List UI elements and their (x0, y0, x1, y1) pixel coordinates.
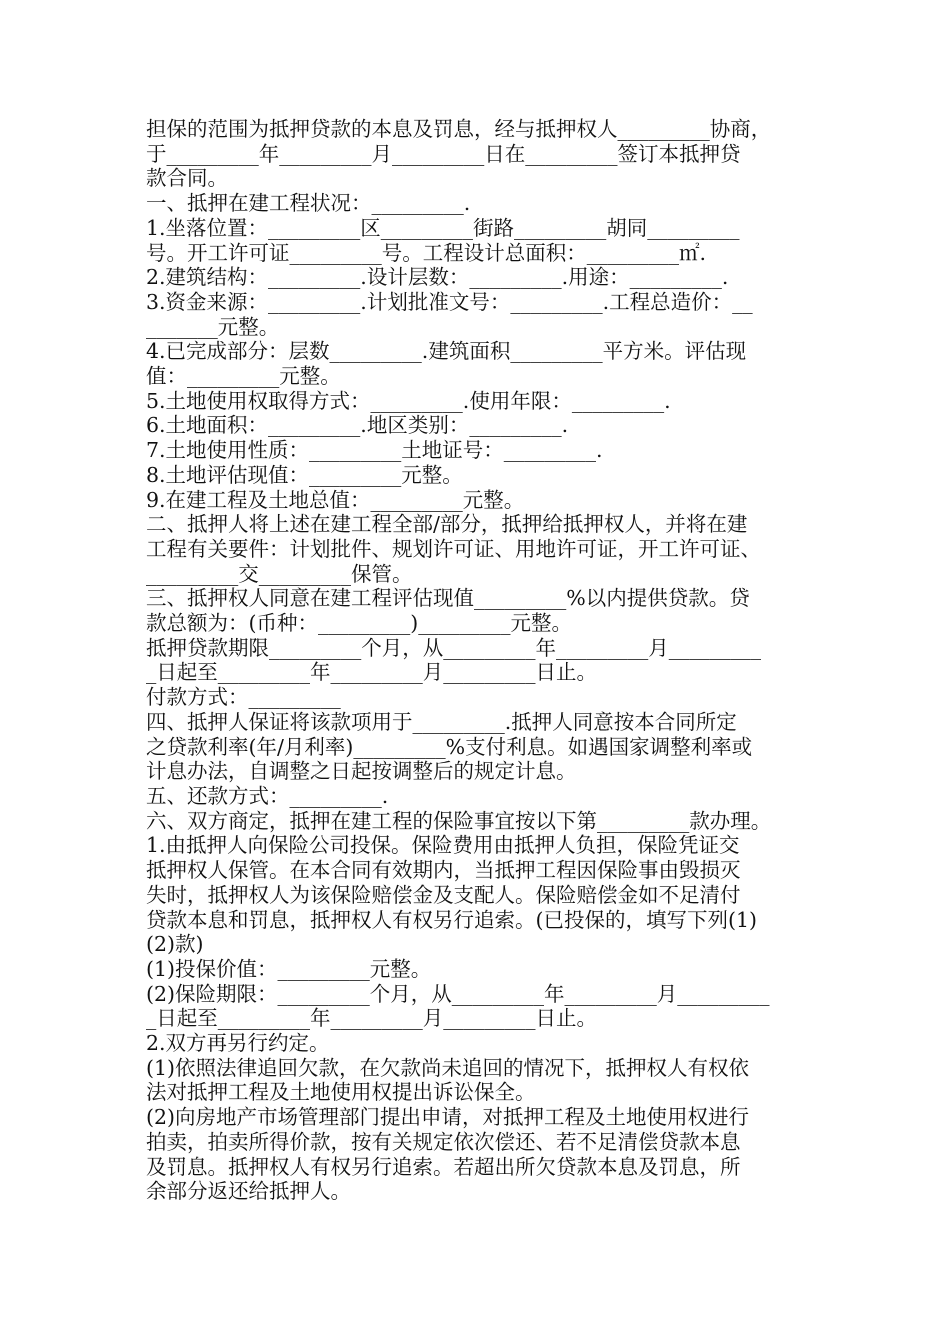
section-heading: 四、抵押人保证将该款项用于_________.抵押人同意按本合同所定 (146, 709, 737, 734)
text-line: 3.资金来源：_________.计划批准文号：_________.工程总造价：__ (146, 289, 753, 314)
text-line: 2.建筑结构：_________.设计层数：_________.用途：_________. (146, 265, 729, 290)
text-line: 失时，抵押权人为该保险赔偿金及支配人。保险赔偿金如不足清付 (146, 882, 741, 907)
text-line: 于_________年_________月_________日在_________签订本抵押贷 (146, 141, 741, 166)
section-heading: 二、抵押人将上述在建工程全部/部分，抵押给抵押权人，并将在建 (146, 512, 748, 537)
text-line: 6.土地面积：_________.地区类别：_________. (146, 413, 569, 438)
section-heading: 五、还款方式：_________. (146, 783, 389, 808)
text-line: (2)向房地产市场管理部门提出申请，对抵押工程及土地使用权进行 (146, 1105, 750, 1130)
text-line: 1.由抵押人向保险公司投保。保险费用由抵押人负担，保险凭证交 (146, 833, 740, 858)
text-line: 7.土地使用性质：_________土地证号：_________. (146, 438, 603, 463)
text-line: 之贷款利率(年/月利率)_________%支付利息。如遇国家调整利率或 (146, 734, 753, 759)
text-line: 4.已完成部分：层数_________.建筑面积_________平方米。评估现 (146, 339, 747, 364)
text-line: 担保的范围为抵押贷款的本息及罚息，经与抵押权人_________协商， (146, 117, 772, 141)
text-line: 5.土地使用权取得方式：_________.使用年限：_________. (146, 388, 671, 413)
text-line: 8.土地评估现值：_________元整。 (146, 462, 463, 487)
text-line: (1)投保价值：_________元整。 (146, 956, 432, 981)
text-line: _日起至_________年_________月_________日止。 (146, 660, 597, 685)
text-line: 贷款本息和罚息，抵押权人有权另行追索。(已投保的，填写下列(1) (146, 907, 758, 932)
text-line: 法对抵押工程及土地使用权提出诉讼保全。 (146, 1080, 536, 1105)
document-body (146, 117, 811, 1204)
text-line: 2.双方再另行约定。 (146, 1031, 330, 1056)
text-line: (1)依照法律追回欠款，在欠款尚未追回的情况下，抵押权人有权依 (146, 1055, 750, 1080)
text-line: 计息办法，自调整之日起按调整后的规定计息。 (146, 759, 577, 784)
text-line: 抵押权人保管。在本合同有效期内，当抵押工程因保险事由毁损灭 (146, 858, 741, 883)
text-line: 款合同。 (146, 166, 228, 191)
text-line: (2)保险期限：_________个月，从_________年_________月_________ (146, 981, 770, 1006)
section-heading: 一、抵押在建工程状况：_________. (146, 191, 471, 216)
text-line: _______元整。 (146, 314, 280, 339)
text-line: _日起至_________年_________月_________日止。 (146, 1006, 597, 1031)
text-line: 及罚息。抵押权人有权另行追索。若超出所欠贷款本息及罚息，所 (146, 1154, 741, 1179)
text-line: 值：_________元整。 (146, 364, 341, 389)
text-line: 余部分返还给抵押人。 (146, 1179, 351, 1204)
text-line: 抵押贷款期限_________个月，从_________年_________月_________ (146, 635, 761, 660)
text-line: 工程有关要件：计划批件、规划许可证、用地许可证，开工许可证、 (146, 536, 761, 561)
section-heading: 三、抵押权人同意在建工程评估现值_________%以内提供贷款。贷 (146, 586, 750, 611)
text-line: (2)款) (146, 932, 204, 957)
text-line: 1.坐落位置：_________区_________街路_________胡同_________ (146, 215, 740, 240)
text-line: 拍卖，拍卖所得价款，按有关规定依次偿还、若不足清偿贷款本息 (146, 1129, 741, 1154)
text-line: 付款方式：_________ (146, 685, 341, 710)
text-line: 号。开工许可证_________号。工程设计总面积：_________㎡. (146, 240, 707, 265)
text-line: 9.在建工程及土地总值：_________元整。 (146, 487, 525, 512)
text-line: 款总额为：(币种：_________)_________元整。 (146, 611, 572, 636)
section-heading: 六、双方商定，抵押在建工程的保险事宜按以下第_________款办理。 (146, 808, 772, 833)
text-line: _________交_________保管。 (146, 561, 413, 586)
